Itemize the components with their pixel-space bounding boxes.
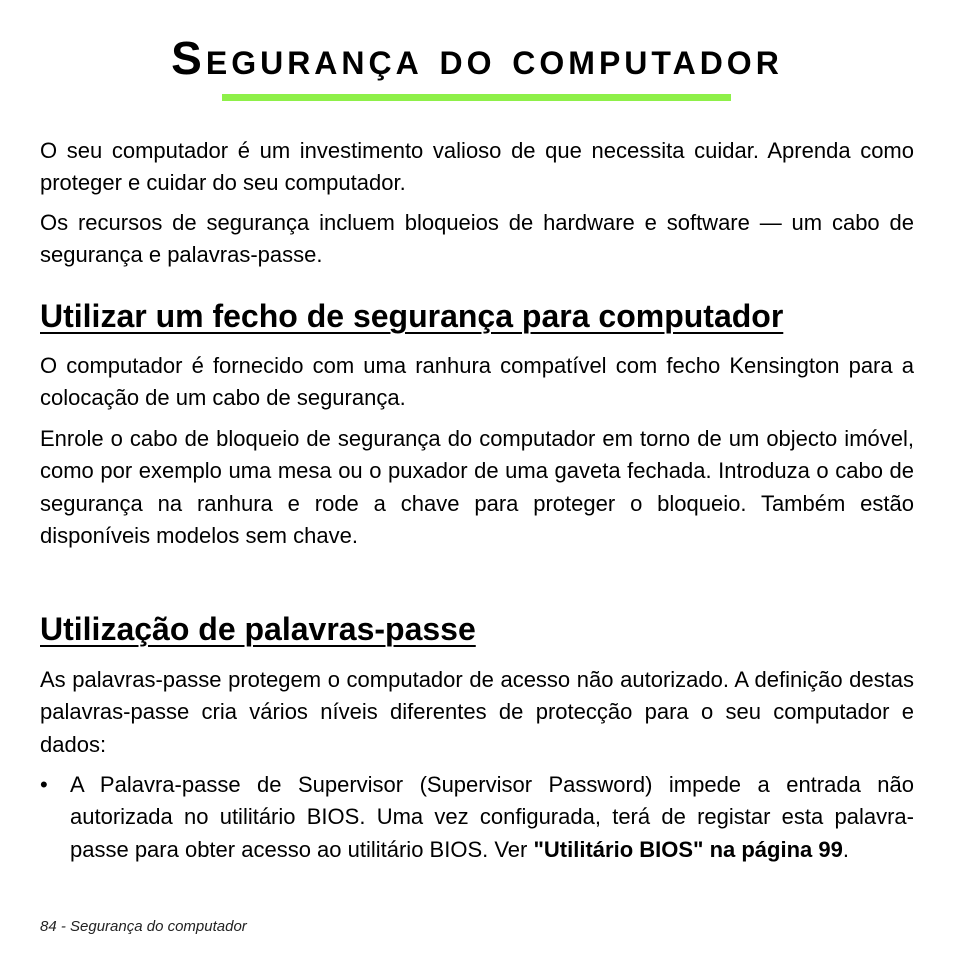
security-lock-paragraph-1: O computador é fornecido com uma ranhura compatível com fecho Kensington para a colocação de um cabo de segurança. <box>40 353 914 411</box>
list-item-text <box>70 769 914 866</box>
supervisor-password-text: A Palavra-passe de Supervisor (Supervisor Password) impede a entrada não autorizada no utilitário BIOS. Uma vez configurada, terá de registar esta palavra-passe para obter acesso ao utilitário BIOS. Ver <box>70 772 914 862</box>
section-heading-passwords: Utilização de palavras-passe <box>40 611 476 647</box>
title-underline-bar <box>222 94 731 101</box>
list-item <box>40 769 914 866</box>
intro-paragraph-1: O seu computador é um investimento valioso de que necessita cuidar. Aprenda como proteger e cuidar do seu computador. <box>40 138 914 196</box>
bios-utility-page-link[interactable]: "Utilitário BIOS" na página 99 <box>533 836 843 862</box>
intro-paragraph-2: Os recursos de segurança incluem bloqueios de hardware e software — um cabo de segurança e palavras-passe. <box>40 210 914 268</box>
bullet-icon: • <box>40 772 48 797</box>
page-title: Segurança do computador <box>171 32 783 84</box>
list-item-period: . <box>842 836 849 862</box>
security-lock-paragraph-2: Enrole o cabo de bloqueio de segurança do computador em torno de um objecto imóvel, como por exemplo uma mesa ou o puxador de uma gaveta fechada. Introduza o cabo de segurança na ranhura e rode a chave para proteger o bloqueio. Também estão disponíveis modelos sem chave. <box>40 426 914 549</box>
section-heading-security-lock: Utilizar um fecho de segurança para computador <box>40 298 784 334</box>
page-footer: 84 - Segurança do computador <box>40 918 247 935</box>
passwords-paragraph-1: As palavras-passe protegem o computador de acesso não autorizado. A definição destas palavras-passe cria vários níveis diferentes de protecção para o seu computador e dados: <box>40 667 914 757</box>
